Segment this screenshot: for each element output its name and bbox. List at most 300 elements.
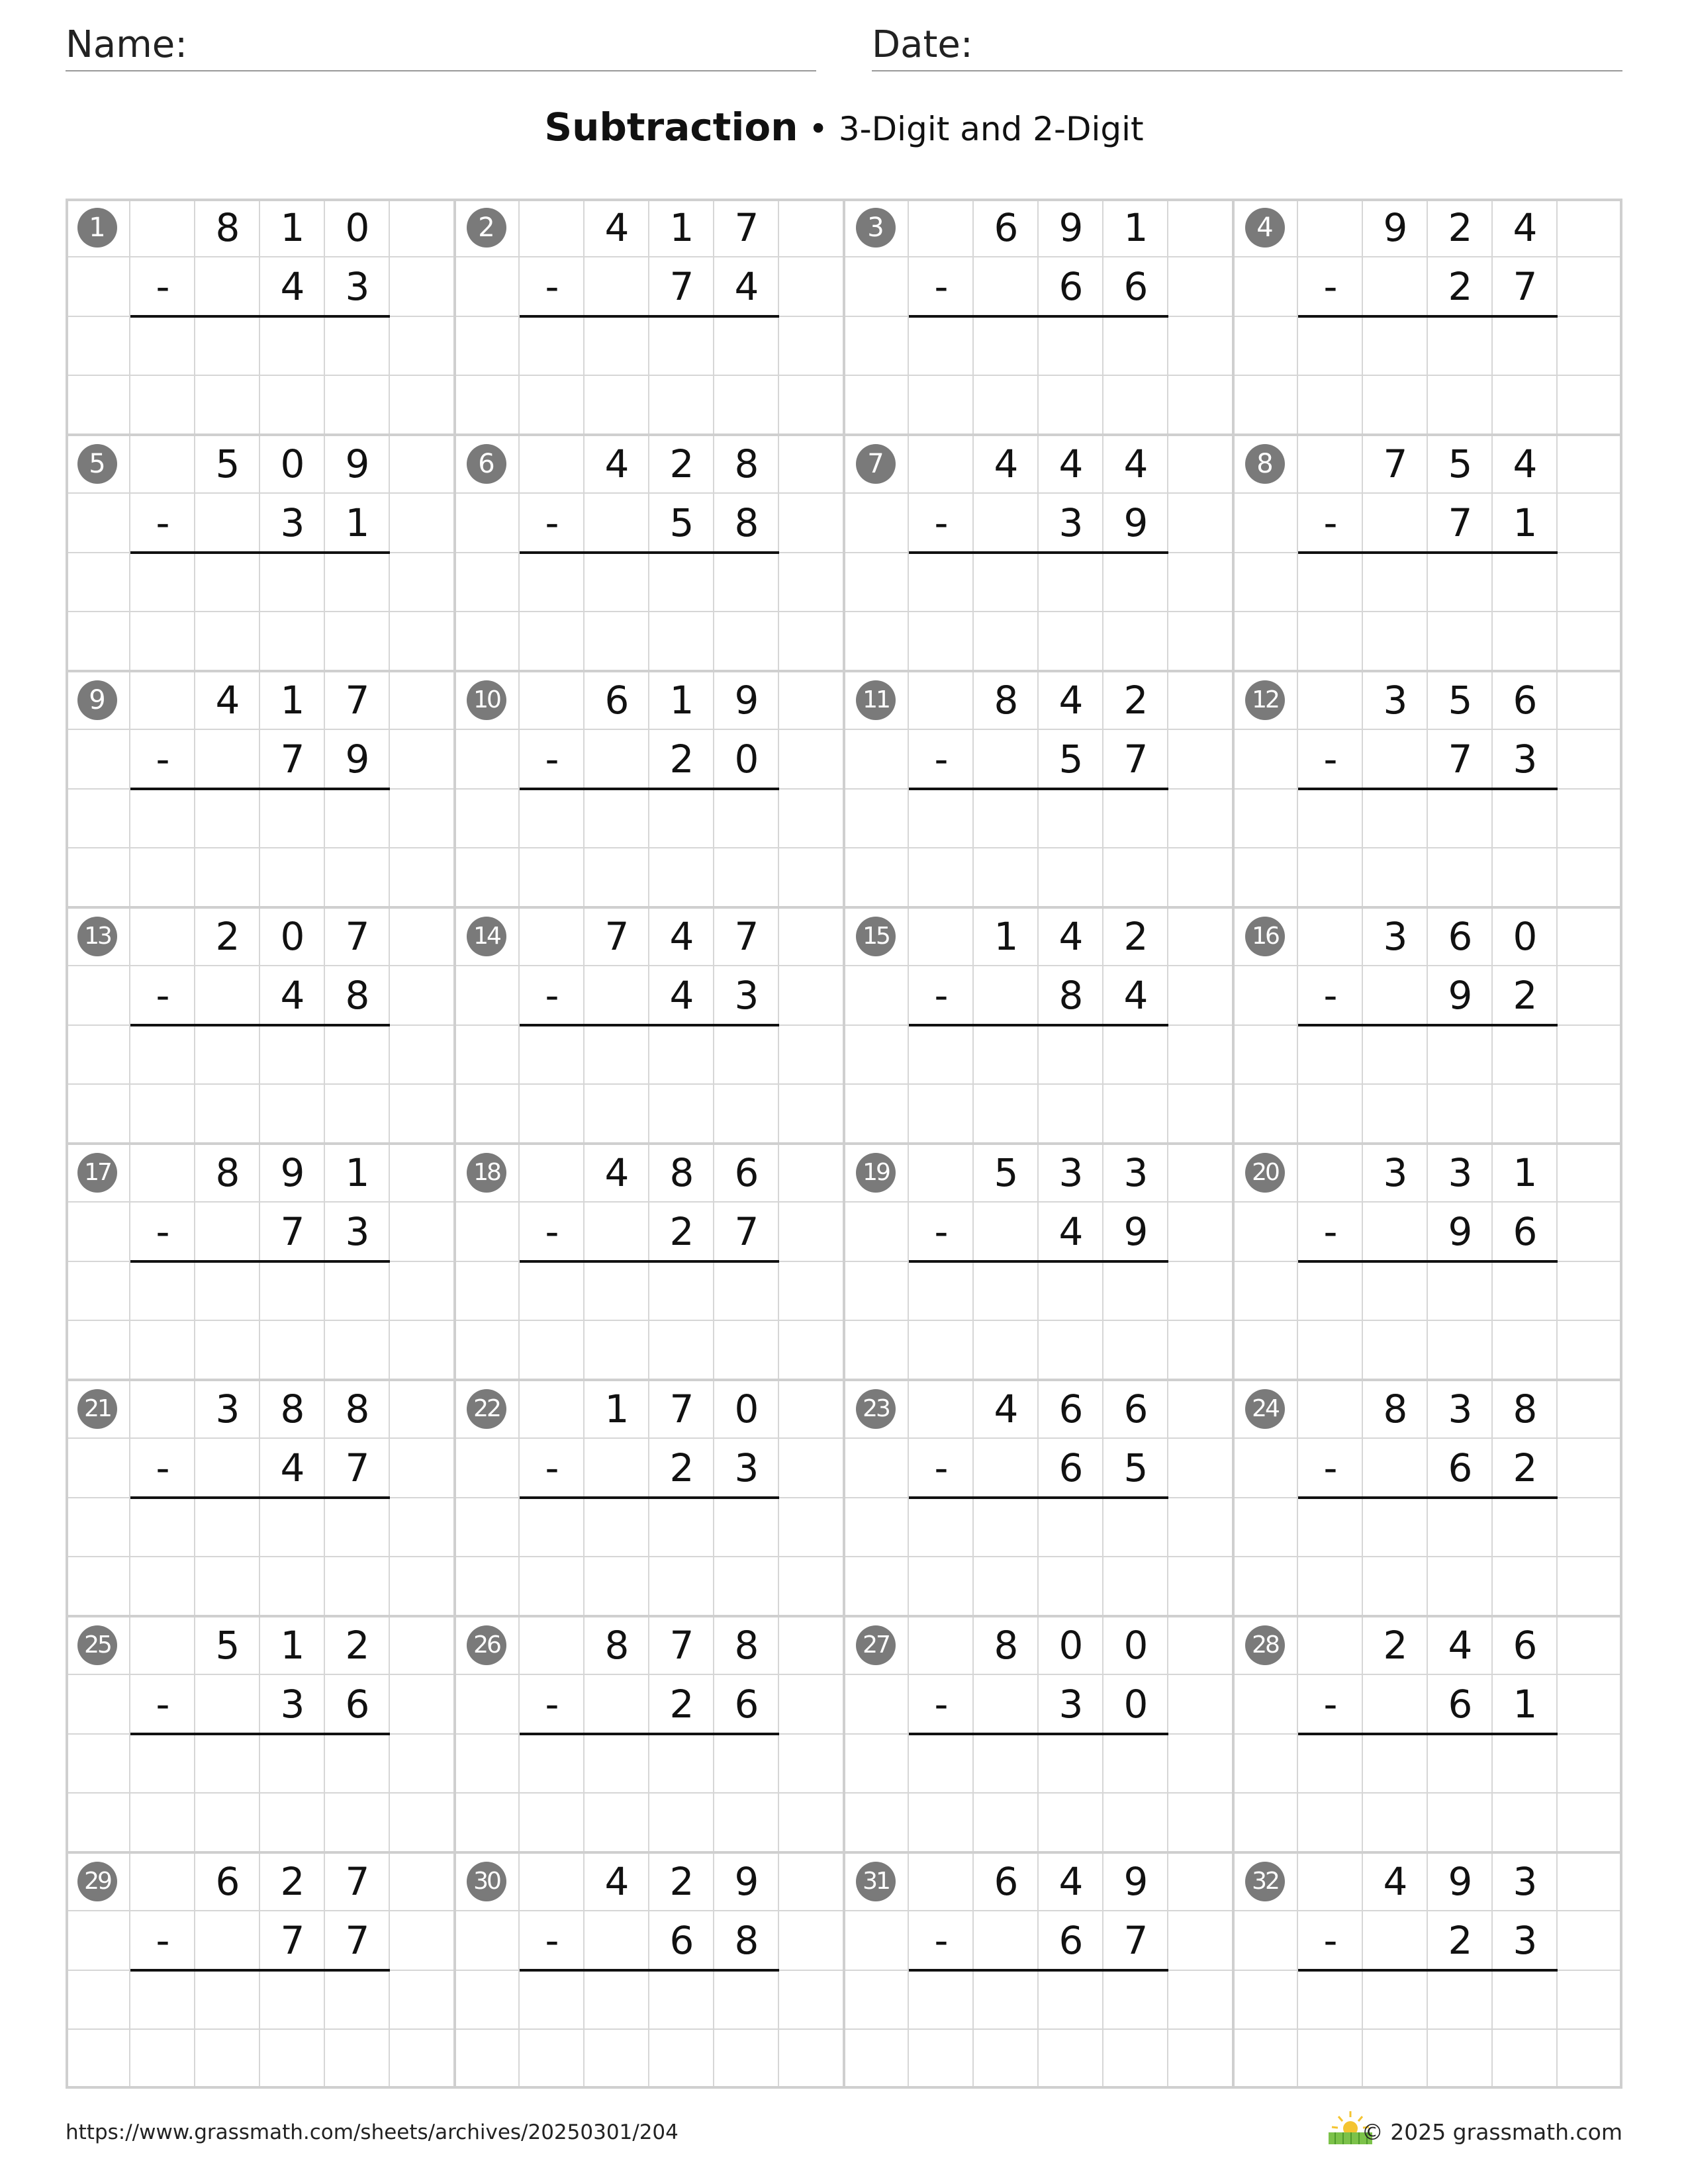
- grid-cell[interactable]: [779, 1557, 844, 1616]
- grid-cell[interactable]: [585, 848, 649, 907]
- grid-cell[interactable]: [1298, 199, 1363, 257]
- grid-cell[interactable]: [649, 612, 714, 671]
- grid-cell[interactable]: [779, 671, 844, 730]
- grid-cell[interactable]: [1558, 376, 1622, 435]
- grid-cell[interactable]: [455, 1026, 520, 1085]
- grid-cell[interactable]: [1233, 317, 1298, 376]
- grid-cell[interactable]: [714, 1262, 779, 1321]
- grid-cell[interactable]: [1233, 257, 1298, 316]
- grid-cell[interactable]: [714, 1321, 779, 1380]
- grid-cell[interactable]: [909, 1380, 974, 1439]
- grid-cell[interactable]: [649, 1321, 714, 1380]
- grid-cell[interactable]: [1363, 376, 1428, 435]
- grid-cell[interactable]: [844, 1439, 909, 1498]
- grid-cell[interactable]: [455, 494, 520, 553]
- grid-cell[interactable]: [1558, 1203, 1622, 1261]
- grid-cell[interactable]: [195, 1498, 260, 1557]
- grid-cell[interactable]: [1363, 257, 1428, 316]
- grid-cell[interactable]: [909, 671, 974, 730]
- grid-cell[interactable]: [1233, 2030, 1298, 2089]
- grid-cell[interactable]: [779, 494, 844, 553]
- grid-cell[interactable]: [974, 1203, 1039, 1261]
- grid-cell[interactable]: [260, 1735, 325, 1794]
- grid-cell[interactable]: [714, 1085, 779, 1144]
- grid-cell[interactable]: [455, 1971, 520, 2030]
- grid-cell[interactable]: [1168, 1439, 1233, 1498]
- grid-cell[interactable]: [1558, 1026, 1622, 1085]
- grid-cell[interactable]: [66, 1321, 130, 1380]
- grid-cell[interactable]: [390, 1498, 455, 1557]
- grid-cell[interactable]: [585, 494, 649, 553]
- grid-cell[interactable]: [1558, 1911, 1622, 1970]
- grid-cell[interactable]: [390, 612, 455, 671]
- grid-cell[interactable]: [390, 317, 455, 376]
- grid-cell[interactable]: [585, 1203, 649, 1261]
- grid-cell[interactable]: [325, 1498, 390, 1557]
- grid-cell[interactable]: [1168, 553, 1233, 612]
- grid-cell[interactable]: [130, 1852, 195, 1911]
- grid-cell[interactable]: [1168, 966, 1233, 1025]
- grid-cell[interactable]: [649, 553, 714, 612]
- grid-cell[interactable]: [1039, 612, 1103, 671]
- grid-cell[interactable]: [455, 1085, 520, 1144]
- grid-cell[interactable]: [1298, 1852, 1363, 1911]
- grid-cell[interactable]: [390, 199, 455, 257]
- grid-cell[interactable]: [649, 317, 714, 376]
- grid-cell[interactable]: [455, 612, 520, 671]
- grid-cell[interactable]: [974, 730, 1039, 789]
- grid-cell[interactable]: [66, 1557, 130, 1616]
- grid-cell[interactable]: [1039, 1735, 1103, 1794]
- grid-cell[interactable]: [909, 1085, 974, 1144]
- grid-cell[interactable]: [585, 1911, 649, 1970]
- grid-cell[interactable]: [66, 1911, 130, 1970]
- grid-cell[interactable]: [1233, 1557, 1298, 1616]
- grid-cell[interactable]: [1363, 1971, 1428, 2030]
- grid-cell[interactable]: [779, 1203, 844, 1261]
- grid-cell[interactable]: [325, 553, 390, 612]
- grid-cell[interactable]: [325, 790, 390, 848]
- grid-cell[interactable]: [1493, 1498, 1558, 1557]
- grid-cell[interactable]: [909, 1026, 974, 1085]
- grid-cell[interactable]: [779, 553, 844, 612]
- grid-cell[interactable]: [1558, 1971, 1622, 2030]
- grid-cell[interactable]: [130, 376, 195, 435]
- grid-cell[interactable]: [585, 2030, 649, 2089]
- grid-cell[interactable]: [130, 612, 195, 671]
- grid-cell[interactable]: [649, 376, 714, 435]
- grid-cell[interactable]: [844, 257, 909, 316]
- grid-cell[interactable]: [909, 376, 974, 435]
- grid-cell[interactable]: [779, 790, 844, 848]
- grid-cell[interactable]: [1558, 1557, 1622, 1616]
- grid-cell[interactable]: [520, 1085, 585, 1144]
- grid-cell[interactable]: [1558, 1794, 1622, 1852]
- grid-cell[interactable]: [455, 966, 520, 1025]
- grid-cell[interactable]: [130, 1321, 195, 1380]
- grid-cell[interactable]: [1298, 1498, 1363, 1557]
- grid-cell[interactable]: [1428, 1498, 1493, 1557]
- grid-cell[interactable]: [1493, 1262, 1558, 1321]
- grid-cell[interactable]: [1039, 1794, 1103, 1852]
- grid-cell[interactable]: [1233, 966, 1298, 1025]
- grid-cell[interactable]: [195, 1439, 260, 1498]
- grid-cell[interactable]: [844, 848, 909, 907]
- grid-cell[interactable]: [714, 1557, 779, 1616]
- grid-cell[interactable]: [390, 494, 455, 553]
- grid-cell[interactable]: [520, 1971, 585, 2030]
- grid-cell[interactable]: [1103, 1735, 1168, 1794]
- grid-cell[interactable]: [1168, 848, 1233, 907]
- grid-cell[interactable]: [585, 1026, 649, 1085]
- grid-cell[interactable]: [1298, 1321, 1363, 1380]
- grid-cell[interactable]: [520, 1735, 585, 1794]
- grid-cell[interactable]: [390, 1262, 455, 1321]
- grid-cell[interactable]: [1168, 1794, 1233, 1852]
- grid-cell[interactable]: [1103, 376, 1168, 435]
- grid-cell[interactable]: [1233, 494, 1298, 553]
- grid-cell[interactable]: [909, 1616, 974, 1675]
- grid-cell[interactable]: [909, 199, 974, 257]
- grid-cell[interactable]: [455, 1439, 520, 1498]
- grid-cell[interactable]: [844, 1675, 909, 1734]
- grid-cell[interactable]: [974, 2030, 1039, 2089]
- grid-cell[interactable]: [779, 1675, 844, 1734]
- grid-cell[interactable]: [844, 1794, 909, 1852]
- grid-cell[interactable]: [779, 612, 844, 671]
- grid-cell[interactable]: [1233, 1675, 1298, 1734]
- grid-cell[interactable]: [260, 848, 325, 907]
- grid-cell[interactable]: [520, 1144, 585, 1203]
- grid-cell[interactable]: [779, 966, 844, 1025]
- grid-cell[interactable]: [909, 553, 974, 612]
- grid-cell[interactable]: [974, 848, 1039, 907]
- grid-cell[interactable]: [779, 730, 844, 789]
- grid-cell[interactable]: [1039, 2030, 1103, 2089]
- grid-cell[interactable]: [1298, 612, 1363, 671]
- grid-cell[interactable]: [66, 966, 130, 1025]
- grid-cell[interactable]: [195, 257, 260, 316]
- grid-cell[interactable]: [455, 1675, 520, 1734]
- grid-cell[interactable]: [909, 790, 974, 848]
- grid-cell[interactable]: [1233, 1085, 1298, 1144]
- grid-cell[interactable]: [974, 1557, 1039, 1616]
- grid-cell[interactable]: [1558, 966, 1622, 1025]
- grid-cell[interactable]: [1103, 1262, 1168, 1321]
- grid-cell[interactable]: [66, 790, 130, 848]
- grid-cell[interactable]: [66, 1735, 130, 1794]
- grid-cell[interactable]: [325, 1557, 390, 1616]
- grid-cell[interactable]: [1298, 1735, 1363, 1794]
- grid-cell[interactable]: [130, 790, 195, 848]
- grid-cell[interactable]: [1039, 1557, 1103, 1616]
- grid-cell[interactable]: [390, 1380, 455, 1439]
- grid-cell[interactable]: [1103, 612, 1168, 671]
- grid-cell[interactable]: [455, 257, 520, 316]
- grid-cell[interactable]: [1103, 790, 1168, 848]
- grid-cell[interactable]: [1363, 1262, 1428, 1321]
- grid-cell[interactable]: [909, 1852, 974, 1911]
- grid-cell[interactable]: [1298, 553, 1363, 612]
- grid-cell[interactable]: [1558, 1321, 1622, 1380]
- grid-cell[interactable]: [195, 376, 260, 435]
- grid-cell[interactable]: [585, 553, 649, 612]
- grid-cell[interactable]: [1233, 790, 1298, 848]
- grid-cell[interactable]: [390, 1144, 455, 1203]
- grid-cell[interactable]: [1298, 848, 1363, 907]
- grid-cell[interactable]: [1168, 671, 1233, 730]
- grid-cell[interactable]: [130, 1971, 195, 2030]
- grid-cell[interactable]: [844, 730, 909, 789]
- grid-cell[interactable]: [1233, 1911, 1298, 1970]
- grid-cell[interactable]: [195, 1911, 260, 1970]
- grid-cell[interactable]: [1233, 376, 1298, 435]
- grid-cell[interactable]: [844, 376, 909, 435]
- grid-cell[interactable]: [1363, 1675, 1428, 1734]
- grid-cell[interactable]: [909, 317, 974, 376]
- grid-cell[interactable]: [909, 907, 974, 966]
- grid-cell[interactable]: [260, 1085, 325, 1144]
- grid-cell[interactable]: [974, 1735, 1039, 1794]
- grid-cell[interactable]: [649, 2030, 714, 2089]
- grid-cell[interactable]: [390, 1439, 455, 1498]
- grid-cell[interactable]: [390, 1085, 455, 1144]
- grid-cell[interactable]: [66, 1203, 130, 1261]
- grid-cell[interactable]: [1233, 1735, 1298, 1794]
- grid-cell[interactable]: [1493, 1735, 1558, 1794]
- grid-cell[interactable]: [390, 1852, 455, 1911]
- grid-cell[interactable]: [66, 1675, 130, 1734]
- grid-cell[interactable]: [1168, 376, 1233, 435]
- grid-cell[interactable]: [714, 848, 779, 907]
- grid-cell[interactable]: [1558, 494, 1622, 553]
- grid-cell[interactable]: [130, 1144, 195, 1203]
- grid-cell[interactable]: [1233, 1498, 1298, 1557]
- grid-cell[interactable]: [455, 1794, 520, 1852]
- grid-cell[interactable]: [520, 1557, 585, 1616]
- grid-cell[interactable]: [974, 1498, 1039, 1557]
- grid-cell[interactable]: [130, 1498, 195, 1557]
- grid-cell[interactable]: [779, 1735, 844, 1794]
- grid-cell[interactable]: [195, 1557, 260, 1616]
- grid-cell[interactable]: [1428, 1794, 1493, 1852]
- grid-cell[interactable]: [260, 1971, 325, 2030]
- grid-cell[interactable]: [779, 1852, 844, 1911]
- grid-cell[interactable]: [909, 612, 974, 671]
- grid-cell[interactable]: [195, 966, 260, 1025]
- grid-cell[interactable]: [520, 1321, 585, 1380]
- grid-cell[interactable]: [974, 494, 1039, 553]
- grid-cell[interactable]: [390, 848, 455, 907]
- grid-cell[interactable]: [779, 1262, 844, 1321]
- grid-cell[interactable]: [1168, 612, 1233, 671]
- grid-cell[interactable]: [390, 1203, 455, 1261]
- grid-cell[interactable]: [1168, 1735, 1233, 1794]
- grid-cell[interactable]: [1428, 1026, 1493, 1085]
- grid-cell[interactable]: [66, 376, 130, 435]
- grid-cell[interactable]: [1298, 1971, 1363, 2030]
- grid-cell[interactable]: [1039, 553, 1103, 612]
- grid-cell[interactable]: [1493, 848, 1558, 907]
- grid-cell[interactable]: [1298, 1085, 1363, 1144]
- grid-cell[interactable]: [390, 1911, 455, 1970]
- grid-cell[interactable]: [1428, 1085, 1493, 1144]
- name-field[interactable]: [66, 20, 816, 71]
- grid-cell[interactable]: [649, 1735, 714, 1794]
- grid-cell[interactable]: [779, 376, 844, 435]
- grid-cell[interactable]: [1558, 1085, 1622, 1144]
- grid-cell[interactable]: [779, 1794, 844, 1852]
- grid-cell[interactable]: [1039, 1971, 1103, 2030]
- grid-cell[interactable]: [585, 1085, 649, 1144]
- grid-cell[interactable]: [585, 790, 649, 848]
- grid-cell[interactable]: [1428, 376, 1493, 435]
- grid-cell[interactable]: [844, 790, 909, 848]
- grid-cell[interactable]: [520, 376, 585, 435]
- grid-cell[interactable]: [1039, 848, 1103, 907]
- grid-cell[interactable]: [520, 848, 585, 907]
- grid-cell[interactable]: [390, 376, 455, 435]
- grid-cell[interactable]: [260, 317, 325, 376]
- grid-cell[interactable]: [585, 1557, 649, 1616]
- grid-cell[interactable]: [649, 1026, 714, 1085]
- grid-cell[interactable]: [909, 1557, 974, 1616]
- grid-cell[interactable]: [260, 1557, 325, 1616]
- grid-cell[interactable]: [1168, 1971, 1233, 2030]
- grid-cell[interactable]: [714, 1971, 779, 2030]
- grid-cell[interactable]: [779, 1911, 844, 1970]
- grid-cell[interactable]: [1558, 730, 1622, 789]
- grid-cell[interactable]: [649, 1971, 714, 2030]
- grid-cell[interactable]: [1168, 1557, 1233, 1616]
- grid-cell[interactable]: [520, 907, 585, 966]
- grid-cell[interactable]: [390, 435, 455, 494]
- grid-cell[interactable]: [1428, 317, 1493, 376]
- grid-cell[interactable]: [585, 1498, 649, 1557]
- grid-cell[interactable]: [1428, 790, 1493, 848]
- grid-cell[interactable]: [1558, 257, 1622, 316]
- grid-cell[interactable]: [844, 317, 909, 376]
- grid-cell[interactable]: [585, 1675, 649, 1734]
- grid-cell[interactable]: [1298, 1794, 1363, 1852]
- grid-cell[interactable]: [1168, 1852, 1233, 1911]
- grid-cell[interactable]: [1363, 553, 1428, 612]
- grid-cell[interactable]: [260, 1321, 325, 1380]
- grid-cell[interactable]: [1168, 1616, 1233, 1675]
- grid-cell[interactable]: [714, 1794, 779, 1852]
- grid-cell[interactable]: [1168, 1498, 1233, 1557]
- grid-cell[interactable]: [66, 1498, 130, 1557]
- grid-cell[interactable]: [1428, 1557, 1493, 1616]
- grid-cell[interactable]: [585, 1262, 649, 1321]
- grid-cell[interactable]: [585, 376, 649, 435]
- grid-cell[interactable]: [1493, 790, 1558, 848]
- grid-cell[interactable]: [1363, 1026, 1428, 1085]
- grid-cell[interactable]: [1168, 1380, 1233, 1439]
- grid-cell[interactable]: [1103, 2030, 1168, 2089]
- grid-cell[interactable]: [779, 1026, 844, 1085]
- grid-cell[interactable]: [974, 1794, 1039, 1852]
- grid-cell[interactable]: [455, 1498, 520, 1557]
- grid-cell[interactable]: [260, 376, 325, 435]
- grid-cell[interactable]: [1298, 671, 1363, 730]
- grid-cell[interactable]: [520, 1380, 585, 1439]
- date-field[interactable]: [872, 20, 1622, 71]
- grid-cell[interactable]: [1558, 1675, 1622, 1734]
- grid-cell[interactable]: [455, 790, 520, 848]
- grid-cell[interactable]: [1363, 966, 1428, 1025]
- grid-cell[interactable]: [974, 317, 1039, 376]
- grid-cell[interactable]: [1298, 1557, 1363, 1616]
- grid-cell[interactable]: [1363, 1794, 1428, 1852]
- grid-cell[interactable]: [1298, 376, 1363, 435]
- grid-cell[interactable]: [1168, 1026, 1233, 1085]
- grid-cell[interactable]: [844, 966, 909, 1025]
- grid-cell[interactable]: [390, 907, 455, 966]
- grid-cell[interactable]: [1298, 1262, 1363, 1321]
- grid-cell[interactable]: [520, 1026, 585, 1085]
- grid-cell[interactable]: [195, 2030, 260, 2089]
- grid-cell[interactable]: [520, 1262, 585, 1321]
- grid-cell[interactable]: [130, 671, 195, 730]
- grid-cell[interactable]: [1558, 435, 1622, 494]
- grid-cell[interactable]: [844, 1735, 909, 1794]
- grid-cell[interactable]: [1558, 317, 1622, 376]
- grid-cell[interactable]: [844, 1203, 909, 1261]
- grid-cell[interactable]: [66, 317, 130, 376]
- grid-cell[interactable]: [195, 1203, 260, 1261]
- grid-cell[interactable]: [1363, 1321, 1428, 1380]
- grid-cell[interactable]: [1298, 435, 1363, 494]
- grid-cell[interactable]: [260, 1498, 325, 1557]
- grid-cell[interactable]: [520, 1616, 585, 1675]
- grid-cell[interactable]: [130, 199, 195, 257]
- grid-cell[interactable]: [195, 848, 260, 907]
- grid-cell[interactable]: [260, 2030, 325, 2089]
- grid-cell[interactable]: [520, 671, 585, 730]
- grid-cell[interactable]: [909, 1498, 974, 1557]
- grid-cell[interactable]: [1168, 907, 1233, 966]
- grid-cell[interactable]: [130, 317, 195, 376]
- grid-cell[interactable]: [195, 1675, 260, 1734]
- grid-cell[interactable]: [66, 1262, 130, 1321]
- grid-cell[interactable]: [1428, 2030, 1493, 2089]
- grid-cell[interactable]: [1168, 790, 1233, 848]
- grid-cell[interactable]: [714, 1026, 779, 1085]
- grid-cell[interactable]: [130, 553, 195, 612]
- grid-cell[interactable]: [1493, 317, 1558, 376]
- grid-cell[interactable]: [714, 790, 779, 848]
- grid-cell[interactable]: [130, 1026, 195, 1085]
- grid-cell[interactable]: [195, 494, 260, 553]
- grid-cell[interactable]: [974, 1026, 1039, 1085]
- grid-cell[interactable]: [1363, 2030, 1428, 2089]
- grid-cell[interactable]: [325, 612, 390, 671]
- grid-cell[interactable]: [520, 612, 585, 671]
- grid-cell[interactable]: [649, 1557, 714, 1616]
- grid-cell[interactable]: [1168, 435, 1233, 494]
- grid-cell[interactable]: [714, 2030, 779, 2089]
- grid-cell[interactable]: [66, 1439, 130, 1498]
- grid-cell[interactable]: [390, 1675, 455, 1734]
- grid-cell[interactable]: [1298, 1380, 1363, 1439]
- grid-cell[interactable]: [1428, 1321, 1493, 1380]
- grid-cell[interactable]: [130, 1794, 195, 1852]
- grid-cell[interactable]: [1103, 848, 1168, 907]
- grid-cell[interactable]: [520, 435, 585, 494]
- grid-cell[interactable]: [844, 494, 909, 553]
- grid-cell[interactable]: [974, 1439, 1039, 1498]
